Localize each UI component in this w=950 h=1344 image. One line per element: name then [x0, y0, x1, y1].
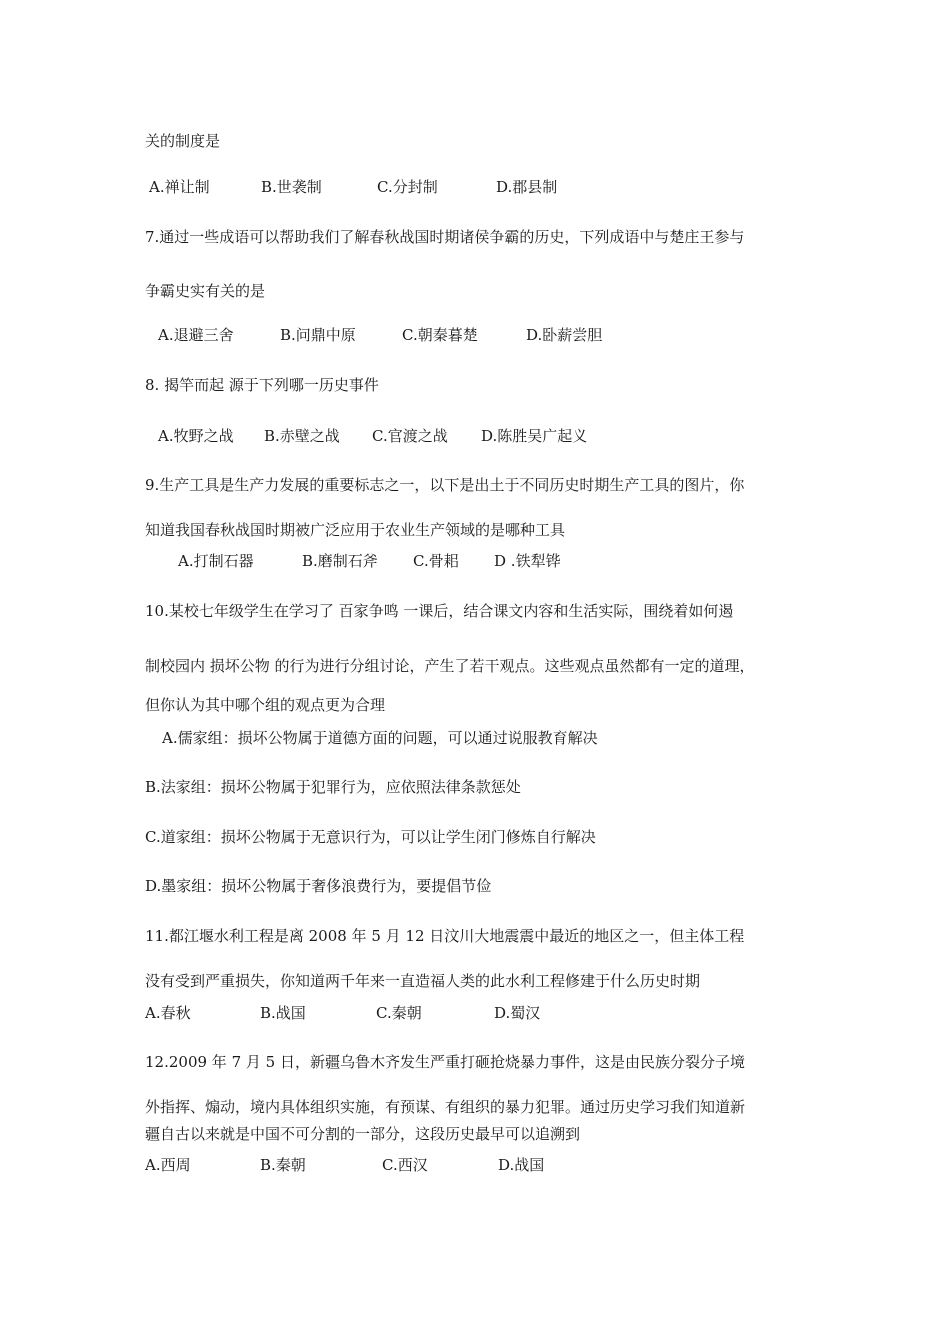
q6-option-d: D.郡县制 — [496, 178, 558, 196]
question-9-line-2: 知道我国春秋战国时期被广泛应用于农业生产领域的是哪种工具 — [145, 521, 566, 539]
q12-option-a: A.西周 — [145, 1156, 191, 1174]
q9-option-c: C.骨耜 — [413, 552, 459, 570]
question-12-line-2: 外指挥、煽动，境内具体组织实施，有预谋、有组织的暴力犯罪。通过历史学习我们知道新 — [145, 1098, 746, 1116]
question-10-line-3: 但你认为其中哪个组的观点更为合理 — [145, 696, 386, 714]
q11-option-a: A.春秋 — [145, 1004, 191, 1022]
q8-option-c: C.官渡之战 — [372, 427, 448, 445]
q10-option-b: B.法家组：损坏公物属于犯罪行为，应依照法律条款惩处 — [145, 778, 521, 796]
q6-option-a: A.禅让制 — [149, 178, 210, 196]
question-12-line-1: 12.2009 年 7 月 5 日，新疆乌鲁木齐发生严重打砸抢烧暴力事件，这是由民族分裂分子境 — [145, 1053, 745, 1071]
question-7-line-1: 7.通过一些成语可以帮助我们了解春秋战国时期诸侯争霸的历史，下列成语中与楚庄王参与 — [145, 228, 745, 246]
q8-option-a: A.牧野之战 — [158, 427, 234, 445]
q11-option-b: B.战国 — [260, 1004, 306, 1022]
q9-option-a: A.打制石器 — [178, 552, 254, 570]
question-12-line-3: 疆自古以来就是中国不可分割的一部分，这段历史最早可以追溯到 — [145, 1125, 581, 1143]
q11-option-d: D.蜀汉 — [494, 1004, 541, 1022]
question-8-line-1: 8. 揭竿而起 源于下列哪一历史事件 — [145, 376, 379, 394]
q9-option-d: D .铁犁铧 — [494, 552, 561, 570]
question-7-line-2: 争霸史实有关的是 — [145, 282, 266, 300]
q12-option-c: C.西汉 — [382, 1156, 428, 1174]
q7-option-b: B.问鼎中原 — [280, 326, 356, 344]
q7-option-d: D.卧薪尝胆 — [526, 326, 603, 344]
q10-option-c: C.道家组：损坏公物属于无意识行为，可以让学生闭门修炼自行解决 — [145, 828, 596, 846]
q6-option-c: C.分封制 — [377, 178, 438, 196]
q7-option-c: C.朝秦暮楚 — [402, 326, 478, 344]
q12-option-d: D.战国 — [498, 1156, 545, 1174]
q12-option-b: B.秦朝 — [260, 1156, 306, 1174]
question-10-line-1: 10.某校七年级学生在学习了 百家争鸣 一课后，结合课文内容和生活实际，围绕着如何遏 — [145, 602, 734, 620]
q10-option-a: A.儒家组：损坏公物属于道德方面的问题，可以通过说服教育解决 — [162, 729, 598, 747]
q8-option-b: B.赤壁之战 — [264, 427, 340, 445]
q11-option-c: C.秦朝 — [376, 1004, 422, 1022]
question-11-line-2: 没有受到严重损失，你知道两千年来一直造福人类的此水利工程修建于什么历史时期 — [145, 972, 701, 990]
question-10-line-2: 制校园内 损坏公物 的行为进行分组讨论，产生了若干观点。这些观点虽然都有一定的道理， — [145, 657, 755, 675]
question-6-tail: 关的制度是 — [145, 132, 221, 150]
q6-option-b: B.世袭制 — [261, 178, 322, 196]
q7-option-a: A.退避三舍 — [158, 326, 234, 344]
question-11-line-1: 11.都江堰水利工程是离 2008 年 5 月 12 日汶川大地震震中最近的地区之一，但主体工程 — [145, 927, 745, 945]
q9-option-b: B.磨制石斧 — [302, 552, 378, 570]
q8-option-d: D.陈胜吴广起义 — [481, 427, 588, 445]
q10-option-d: D.墨家组：损坏公物属于奢侈浪费行为，要提倡节俭 — [145, 877, 492, 895]
question-9-line-1: 9.生产工具是生产力发展的重要标志之一，以下是出土于不同历史时期生产工具的图片，你 — [145, 476, 745, 494]
